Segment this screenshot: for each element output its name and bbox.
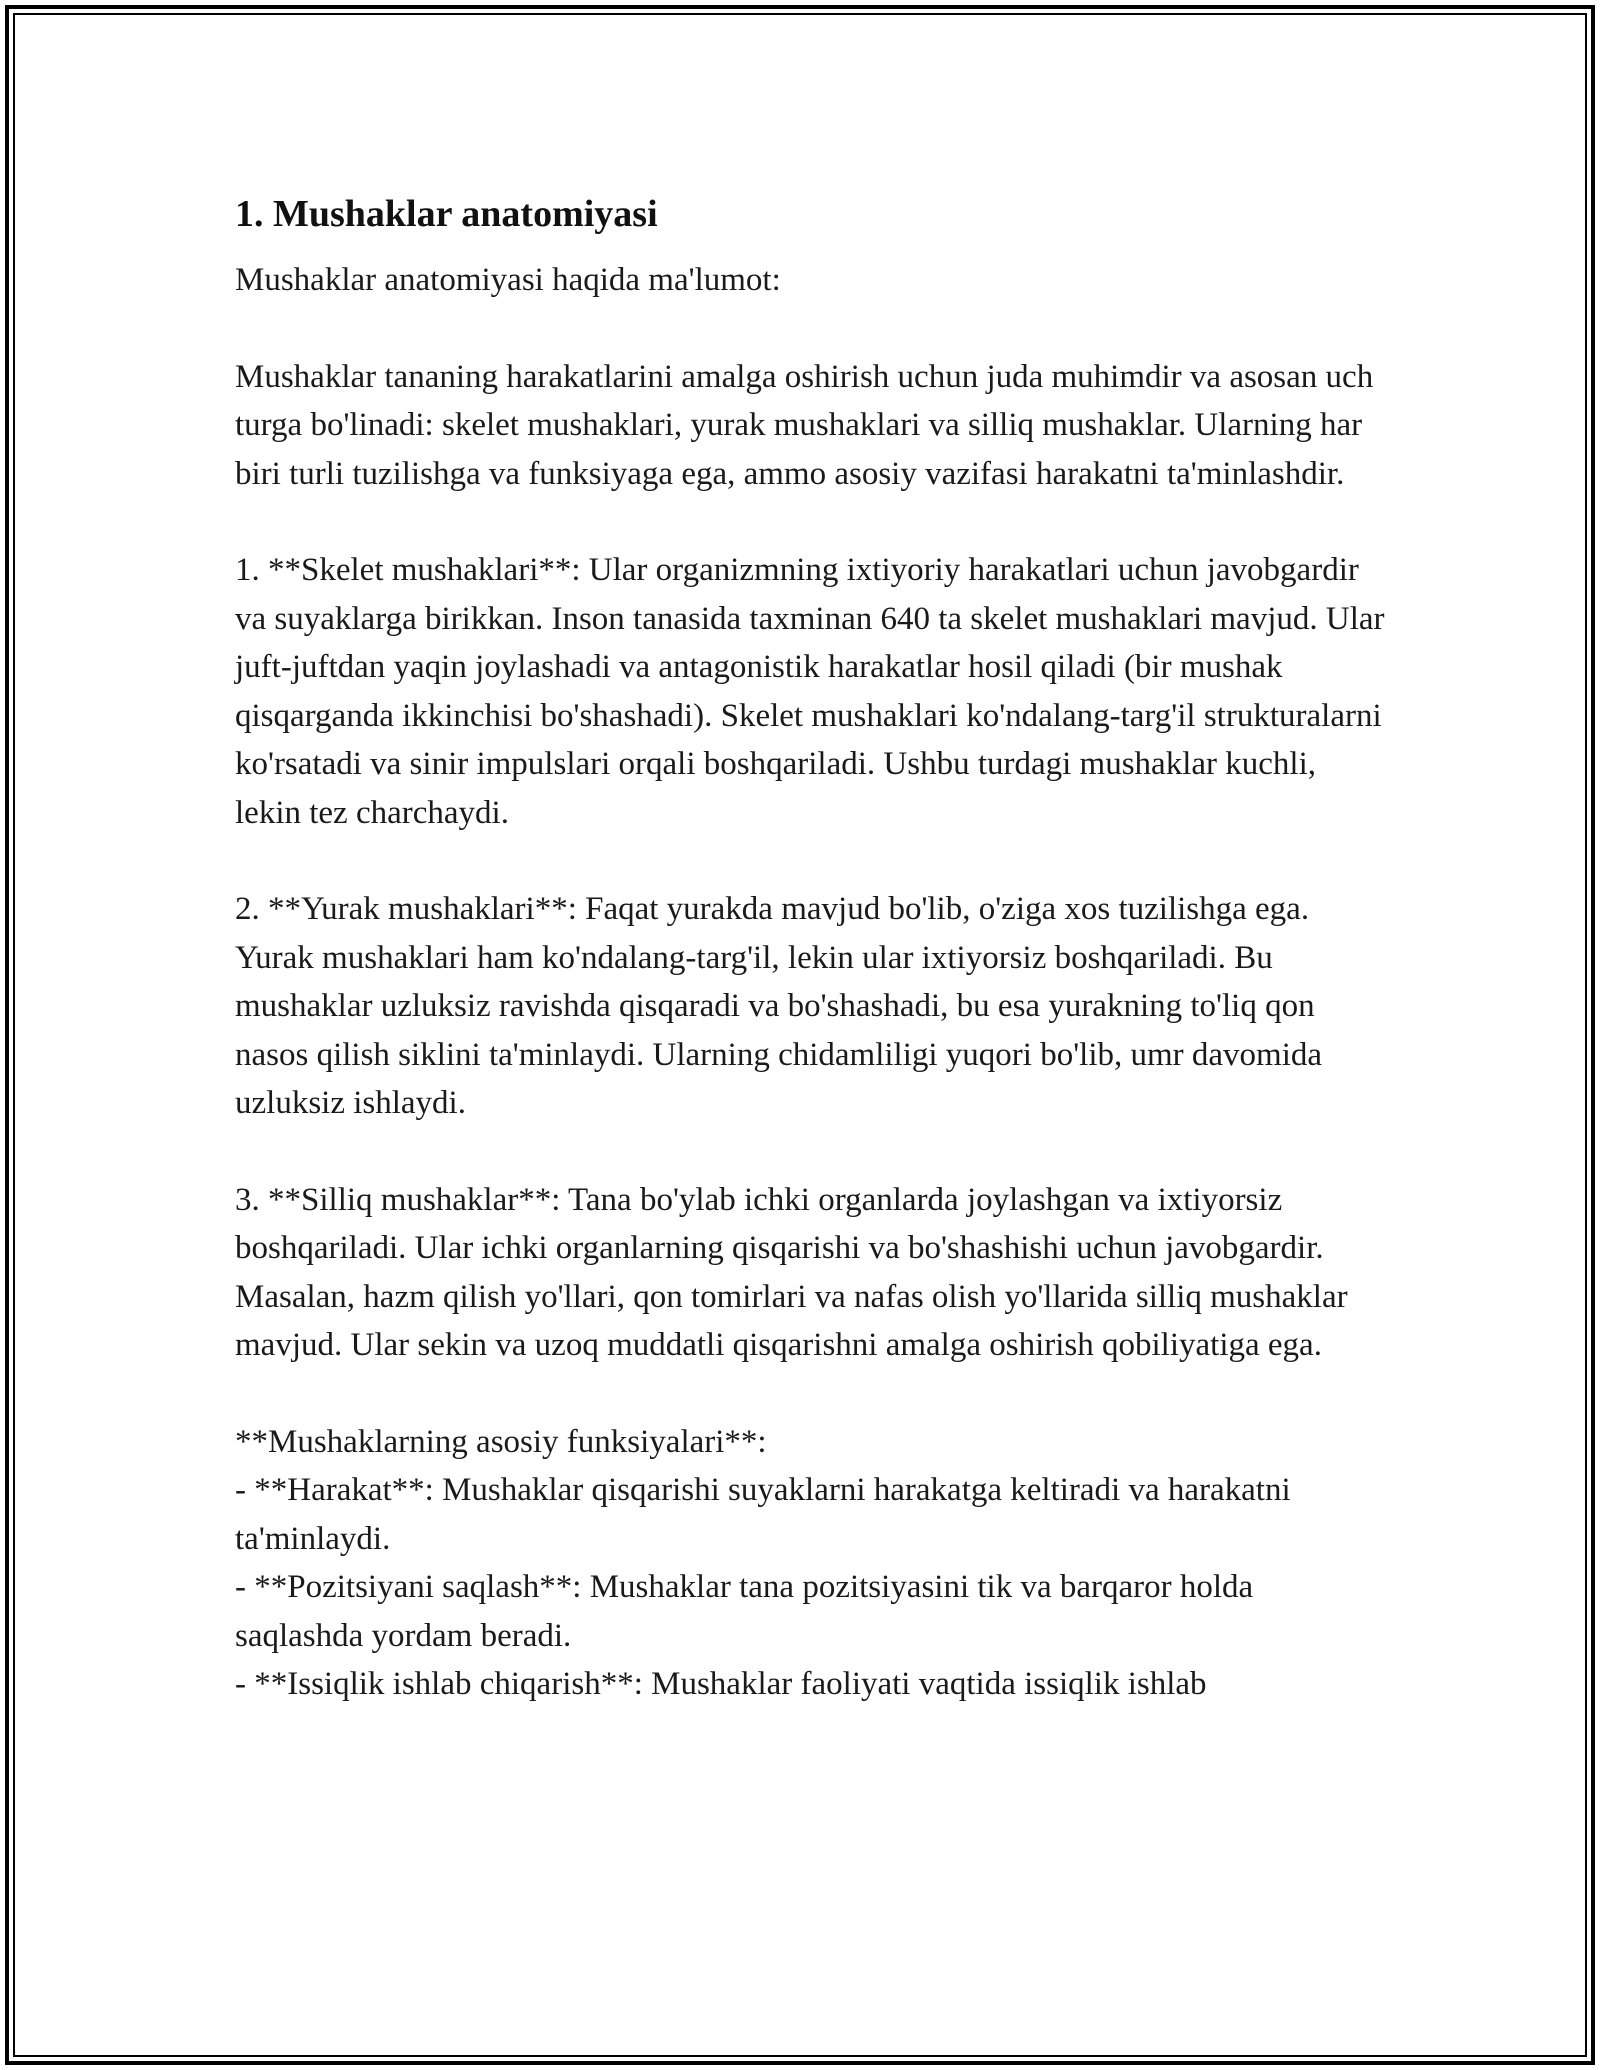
cardiac-muscle-paragraph: 2. **Yurak mushaklari**: Faqat yurakda mavjud bo'lib, o'ziga xos tuzilishga ega. Yurak mushaklari ham ko'ndalang-targ'il, lekin ular ixtiyorsiz boshqariladi. Bu mushaklar uzluksiz ravishda qisqaradi va bo'shashadi, bu esa yurakning to'liq qon nasos qilish siklini ta'minlaydi. Ularning chidamliligi yuqori bo'lib, umr davomida uzluksiz ishlaydi. [235,891,1323,1121]
skeletal-muscle-paragraph: 1. **Skelet mushaklari**: Ular organizmning ixtiyoriy harakatlari uchun javobgardir va suyaklarga birikkan. Inson tanasida taxminan 640 ta skelet mushaklari mavjud. Ular juft-juftdan yaqin joylashadi va antagonistik harakatlar hosil qiladi (bir mushak qisqarganda ikkinchisi bo'shashadi). Skelet mushaklari ko'ndalang-targ'il strukturalarni ko'rsatadi va sinir impulslari orqali boshqariladi. Ushbu turdagi mushaklar kuchli, lekin tez charchaydi. [235,552,1385,831]
intro-paragraph: Mushaklar anatomiyasi haqida ma'lumot: [235,262,781,298]
functions-heading: **Mushaklarning asosiy funksiyalari**: [235,1423,767,1460]
smooth-muscle-paragraph: 3. **Silliq mushaklar**: Tana bo'ylab ichki organlarda joylashgan va ixtiyorsiz boshqariladi. Ular ichki organlarning qisqarishi va bo'shashishi uchun javobgardir. Masalan, hazm qilish yo'llari, qon tomirlari va nafas olish yo'llarida silliq mushaklar mavjud. Ular sekin va uzoq muddatli qisqarishni amalga oshirish qobiliyatiga ega. [235,1181,1348,1363]
functions-list [235,1466,1385,1709]
function-item-posture: - **Pozitsiyani saqlash**: Mushaklar tana pozitsiyasini tik va barqaror holda saqlashda yordam beradi. [235,1569,1254,1654]
overview-paragraph: Mushaklar tananing harakatlarini amalga oshirish uchun juda muhimdir va asosan uch turga bo'linadi: skelet mushaklari, yurak mushaklari va silliq mushaklar. Ularning har biri turli tuzilishga va funksiyaga ega, ammo asosiy vazifasi harakatni ta'minlashdir. [235,358,1374,492]
section-heading: 1. Mushaklar anatomiyasi [235,193,658,235]
function-item-movement: - **Harakat**: Mushaklar qisqarishi suyaklarni harakatga keltiradi va harakatni ta'minlaydi. [235,1472,1291,1557]
document-body [235,186,1385,1709]
function-item-heat: - **Issiqlik ishlab chiqarish**: Mushaklar faoliyati vaqtida issiqlik ishlab [235,1666,1207,1702]
